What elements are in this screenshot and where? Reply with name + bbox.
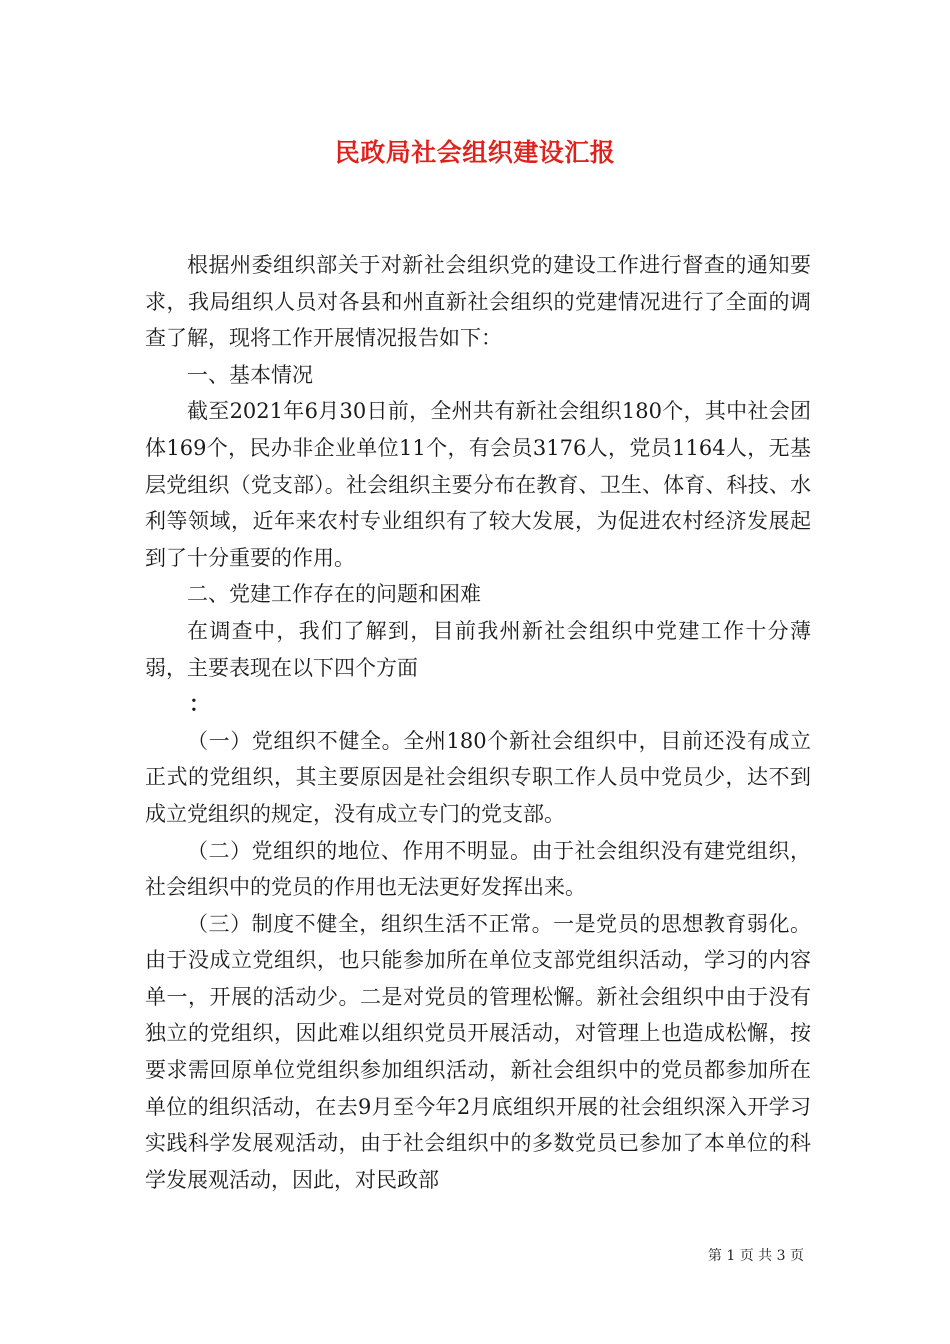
page-number: 第 1 页 共 3 页 xyxy=(707,1248,804,1264)
section-heading-problems: 二、党建工作存在的问题和困难 xyxy=(187,582,481,607)
document-body xyxy=(145,247,811,1198)
paragraph-point-2: （二）党组织的地位、作用不明显。由于社会组织没有建党组织，社会组织中的党员的作用也无法更好发挥出来。 xyxy=(145,838,811,900)
document-title: 民政局社会组织建设汇报 xyxy=(334,138,616,167)
paragraph-survey: 在调查中，我们了解到，目前我州新社会组织中党建工作十分薄弱，主要表现在以下四个方面 xyxy=(145,618,811,680)
paragraph-point-3: （三）制度不健全，组织生活不正常。一是党员的思想教育弱化。由于没成立党组织，也只能参加所在单位支部党组织活动，学习的内容单一，开展的活动少。二是对党员的管理松懈。新社会组织中由于没有独立的党组织，因此难以组织党员开展活动，对管理上也造成松懈，按要求需回原单位党组织参加组织活动，新社会组织中的党员都参加所在单位的组织活动，在去9月至今年2月底组织开展的社会组织深入开学习实践科学发展观活动，由于社会组织中的多数党员已参加了本单位的科学发展观活动，因此，对民政部 xyxy=(145,911,811,1192)
paragraph-colon: ： xyxy=(189,691,210,717)
section-heading-basic: 一、基本情况 xyxy=(187,362,313,387)
paragraph-point-1: （一）党组织不健全。全州180个新社会组织中，目前还没有成立正式的党组织，其主要原因是社会组织专职工作人员中党员少，达不到成立党组织的规定，没有成立专门的党支部。 xyxy=(145,728,811,826)
paragraph-intro: 根据州委组织部关于对新社会组织党的建设工作进行督查的通知要求，我局组织人员对各县和州直新社会组织的党建情况进行了全面的调查了解，现将工作开展情况报告如下： xyxy=(145,253,811,351)
paragraph-basic-info: 截至2021年6月30日前，全州共有新社会组织180个，其中社会团体169个，民办非企业单位11个，有会员3176人，党员1164人，无基层党组织（党支部）。社会组织主要分布在教育、卫生、体育、科技、水利等领域，近年来农村专业组织有了较大发展，为促进农村经济发展起到了十分重要的作用。 xyxy=(145,399,811,570)
